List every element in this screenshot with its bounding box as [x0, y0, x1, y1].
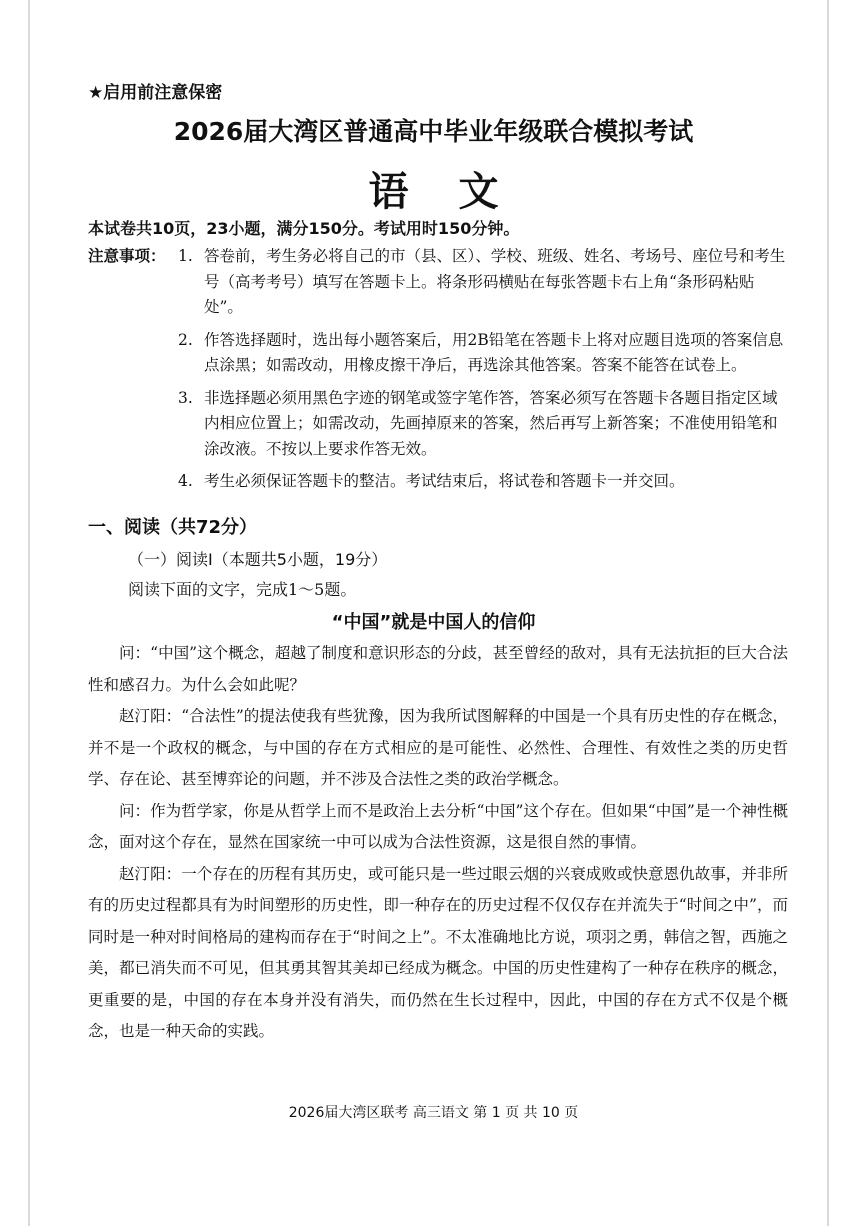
- instruction-text: 答卷前，考生务必将自己的市（县、区）、学校、班级、姓名、考场号、座位号和考生号（高考考号）填写在答题卡上。将条形码横贴在每张答题卡右上角“条形码粘贴处”。: [204, 247, 786, 316]
- instruction-item: [178, 386, 788, 463]
- article-paragraph: 赵汀阳：一个存在的历程有其历史，或可能只是一些过眼云烟的兴衰成败或快意恩仇故事，并非所有的历史过程都具有为时间塑形的历史性，即一种存在的历史过程不仅仅存在并流失于“时间之中”，而同时是一种对时间格局的建构而存在于“时间之上”。不太准确地比方说，项羽之勇，韩信之智，西施之美，都已消失而不可见，但其勇其智其美却已经成为概念。中国的历史性建构了一种存在秩序的概念，更重要的是，中国的存在本身并没有消失，而仍然在生长过程中，因此，中国的存在方式不仅是个概念，也是一种天命的实践。: [88, 864, 788, 1040]
- instruction-number: 4.: [178, 472, 193, 490]
- instruction-number: 3.: [178, 388, 193, 407]
- instruction-item: [178, 328, 788, 379]
- exam-title: 2026届大湾区普通高中毕业年级联合模拟考试: [173, 117, 694, 146]
- article-body: [88, 638, 788, 1048]
- instruction-number: 2.: [178, 330, 193, 349]
- instruction-number: 1.: [178, 247, 193, 265]
- article-paragraph: 问：“中国”这个概念，超越了制度和意识形态的分歧，甚至曾经的敌对，具有无法抗拒的巨大合法性和感召力。为什么会如此呢？: [88, 644, 788, 694]
- page-footer: 2026届大湾区联考 高三语文 第 1 页 共 10 页: [288, 1105, 579, 1121]
- instructions-label: 注意事项：: [88, 247, 166, 265]
- article-paragraph: 赵汀阳：“合法性”的提法使我有些犹豫，因为我所试图解释的中国是一个具有历史性的存在概念，并不是一个政权的概念，与中国的存在方式相应的是可能性、必然性、合理性、有效性之类的历史哲学、存在论、甚至博弈论的问题，并不涉及合法性之类的政治学概念。: [88, 707, 788, 788]
- instruction-text: 考生必须保证答题卡的整洁。考试结束后，将试卷和答题卡一并交回。: [204, 472, 685, 490]
- reading-instruction: 阅读下面的文字，完成1～5题。: [128, 580, 357, 599]
- article-title: “中国”就是中国人的信仰: [331, 612, 536, 633]
- subsection-heading: （一）阅读Ⅰ（本题共5小题，19分）: [128, 550, 388, 569]
- confidential-note: ★启用前注意保密: [88, 83, 223, 103]
- article-paragraph: 问：作为哲学家，你是从哲学上而不是政治上去分析“中国”这个存在。但如果“中国”是一个神性概念，面对这个存在，显然在国家统一中可以成为合法性资源，这是很自然的事情。: [88, 801, 788, 851]
- section-heading: 一、阅读（共72分）: [88, 517, 258, 538]
- instruction-text: 作答选择题时，选出每小题答案后，用2B铅笔在答题卡上将对应题目选项的答案信息点涂黑；如需改动，用橡皮擦干净后，再选涂其他答案。答案不能答在试卷上。: [204, 330, 784, 374]
- instruction-text: 非选择题必须用黑色字迹的钢笔或签字笔作答，答案必须写在答题卡各题目指定区域内相应位置上；如需改动，先画掉原来的答案，然后再写上新答案；不准使用铅笔和涂改液。不按以上要求作答无效。: [204, 388, 778, 458]
- exam-summary: 本试卷共10页，23小题，满分150分。考试用时150分钟。: [88, 219, 520, 238]
- instruction-item: [178, 469, 788, 495]
- instructions-list: [178, 244, 788, 502]
- subject-title: 语文: [368, 169, 549, 215]
- instruction-item: [178, 244, 788, 321]
